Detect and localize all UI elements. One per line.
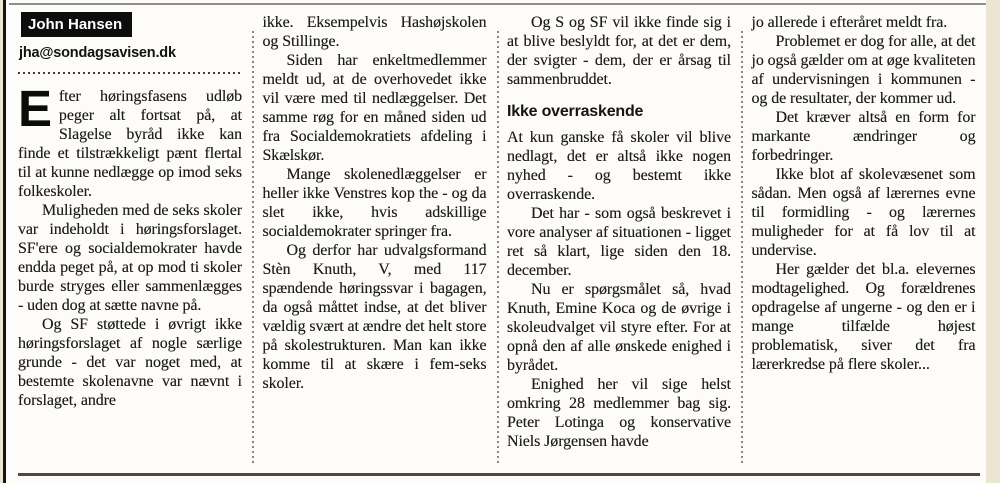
article-paragraph: Muligheden med de seks skoler var indeholdt i høringsforslaget. SF'ere og socialdemokrater havde endda peget på, at op mod ti skoler burde stryges eller sammenlægges - uden dog at sætte navne på. [18,202,242,314]
article-column-4 [752,9,976,471]
column-1-text [18,80,242,410]
article-paragraph: Her gælder det bl.a. elevernes modtagelighed. Og forældrenes opdragelse af ungerne - og den er i mange tilfælde højest problematisk, siver det fra lærerkredse på flere skoler... [751,261,976,373]
column-3-text [507,13,731,451]
column-separator-3 [731,9,752,471]
article-paragraph: Mange skolenedlæggelser er heller ikke Venstres kop the - og da slet ikke, hvis adskillige socialdemokrater springer fra. [262,166,487,240]
article-paragraph: At kun ganske få skoler vil blive nedlagt, det er altså ikke nogen nyhed - og bestemt ikke overraskende. [507,129,731,203]
bottom-rule [18,473,980,476]
byline-divider [18,72,242,74]
article-paragraph: Ikke blot af skolevæsenet som sådan. Men også af lærernes evne til formidling - og lærernes muligheder for at få lov til at undervise. [751,166,976,259]
article-column-3 [507,9,731,471]
top-rule [9,3,986,5]
article-paragraph: ikke. Eksempelvis Hashøjskolen og Stillinge. [262,14,487,50]
article-column-1 [18,9,242,471]
byline-email: jha@sondagsavisen.dk [19,45,176,61]
article-paragraph: Efter høringsfasens udløb peger alt fortsat på, at Slagelse byråd ikke kan finde et tilstrækkeligt pænt flertal til at kunne nedlægge op imod seks folkeskoler. [18,80,242,200]
left-border-rule [3,0,6,483]
article-paragraph: Det kræver altså en form for markante ændringer og forbedringer. [751,109,976,164]
page-edge-right [986,0,1000,483]
article-paragraph: Enighed her vil sige helst omkring 28 medlemmer bag sig. Peter Lotinga og konservative Niels Jørgensen havde [507,376,731,450]
column-4-text [752,13,976,374]
column-separator-2 [487,9,508,471]
section-subhead: Ikke overraskende [507,103,644,120]
article-paragraph: Siden har enkeltmedlemmer meldt ud, at de overhovedet ikke vil være med til nedlæggelser. Det samme røg for en måned siden ud fra Socialdemokratiets afdeling i Skælskør. [262,52,487,164]
article-columns [18,9,976,471]
article-paragraph: Nu er spørgsmålet så, hvad Knuth, Emine Koca og de øvrige i skoleudvalget vil styre efter. For at opnå den af alle ønskede enighed i byrådet. [507,281,731,374]
article-column-2 [263,9,487,471]
column-2-text [263,13,487,393]
article-paragraph: Og SF støttede i øvrigt ikke høringsforslaget af nogle særlige grunde - det var noget med, at bestemte skolenavne var nævnt i forslaget, andre [18,316,242,409]
byline-block [18,9,242,74]
column-separator-1 [242,9,263,471]
article-paragraph: Problemet er dog for alle, at det jo også gælder om at øge kvaliteten af undervisningen i kommunen - og de resultater, der kommer ud. [751,33,976,107]
article-paragraph: Det har - som også beskrevet i vore analyser af situationen - ligget ret så klart, lige siden den 18. december. [507,205,731,279]
dropcap-letter: E [18,80,52,137]
byline-name: John Hansen [28,16,123,33]
article-paragraph: Og derfor har udvalgsformand Stèn Knuth, V, med 117 spændende høringssvar i bagagen, da også måttet indse, at det bliver vældig svært at ændre det helt store på skolestrukturen. Man kan ikke komme til at skære i fem-seks skoler. [262,242,487,392]
article-paragraph: Og S og SF vil ikke finde sig i at blive beslyldt for, at det er dem, der svigter - dem, der er årsag til sammenbruddet. [507,14,731,88]
byline-name-box [21,12,132,37]
article-paragraph: jo allerede i efteråret meldt fra. [751,14,948,31]
